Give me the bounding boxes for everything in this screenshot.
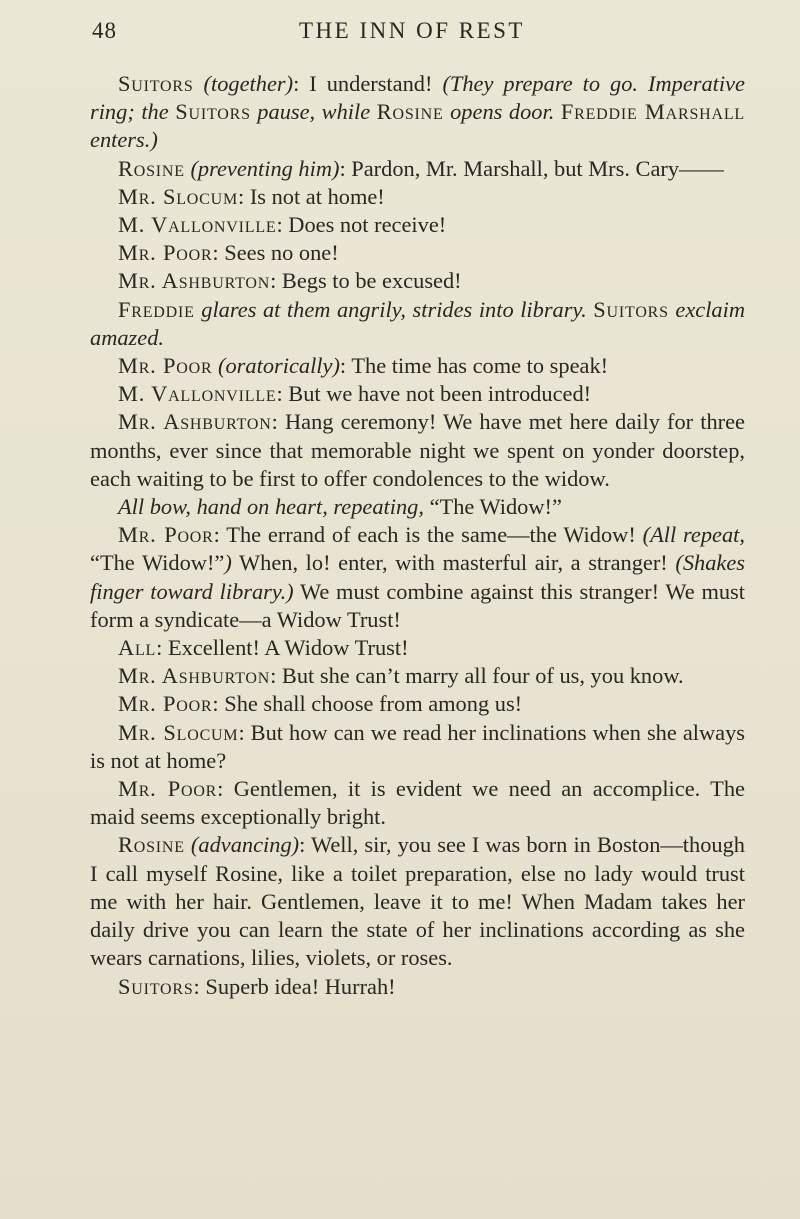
dialogue-text: : Hang ceremony! We have met here daily for three months, ever since that memorable night we spent on yonder doorstep, each waiting to be first to offer condolences to the widow. xyxy=(90,409,745,491)
dialogue-paragraph xyxy=(90,211,745,239)
dialogue-paragraph xyxy=(90,690,745,718)
dialogue-text: : Does not receive! xyxy=(276,212,447,238)
dialogue-paragraph xyxy=(90,775,745,831)
dialogue-text: : Gentlemen, it is evident we need an accomplice. The maid seems exceptionally bright. xyxy=(90,776,745,830)
character-name: Rosine xyxy=(376,99,444,125)
dialogue-text: “The Widow!” xyxy=(429,494,562,520)
dialogue-paragraph xyxy=(90,296,745,352)
dialogue-text: : Sees no one! xyxy=(212,240,339,266)
stage-direction: glares at them angrily, strides into library. xyxy=(194,296,594,322)
running-title: THE INN OF REST xyxy=(299,18,525,43)
dialogue-text: : Excellent! A Widow Trust! xyxy=(156,635,409,661)
stage-direction: (oratorically) xyxy=(218,353,340,379)
dialogue-paragraph xyxy=(90,662,745,690)
speaker-name: All xyxy=(118,635,157,661)
speaker-name: Mr. Ashburton xyxy=(118,663,271,689)
character-name: Suitors xyxy=(593,296,669,322)
speaker-name: Suitors xyxy=(118,973,194,999)
dialogue-paragraph xyxy=(90,155,745,183)
stage-direction: (preventing him) xyxy=(190,155,340,181)
dialogue-text: : The errand of each is the same—the Widow! xyxy=(213,522,643,548)
dialogue-text: : But we have not been introduced! xyxy=(276,381,592,407)
dialogue-text: “The Widow!” xyxy=(90,550,225,576)
dialogue-text: : But she can’t marry all four of us, you know. xyxy=(270,663,684,689)
stage-direction: (They prepare to go. Imperative ring; the xyxy=(90,71,745,125)
dialogue-text: : Pardon, Mr. Marshall, but Mrs. Cary—— xyxy=(339,155,724,181)
dialogue-paragraph xyxy=(90,493,745,521)
stage-direction: (Shakes finger toward library.) xyxy=(90,550,745,604)
stage-direction: (All repeat, xyxy=(642,522,745,548)
dialogue-paragraph xyxy=(90,267,745,295)
dialogue-text: When, lo! enter, with masterful air, a stranger! xyxy=(231,550,676,576)
page-header xyxy=(92,18,732,52)
dialogue-paragraph xyxy=(90,70,745,155)
dialogue-text: : Is not at home! xyxy=(238,183,385,209)
speaker-name: Rosine xyxy=(118,832,185,858)
dialogue-text: : I understand! xyxy=(293,71,443,96)
dialogue-paragraph xyxy=(90,408,745,493)
page-number: 48 xyxy=(92,18,117,43)
speaker-name: Mr. Ashburton xyxy=(118,268,271,294)
dialogue-paragraph xyxy=(90,183,745,211)
character-name: Freddie Marshall xyxy=(560,99,745,125)
dialogue-paragraph xyxy=(90,973,745,1001)
stage-direction: (together) xyxy=(203,71,294,96)
dialogue-text: : Well, sir, you see I was born in Boston—though I call myself Rosine, like a toilet preparation, else no lady would trust me with her hair. Gentlemen, leave it to me! When Madam takes her daily drive you can learn the state of her inclinations according as she wears carnations, lilies, violets, or roses. xyxy=(90,832,745,971)
character-name: Suitors xyxy=(175,99,251,125)
dialogue-paragraph xyxy=(90,380,745,408)
speaker-name: Mr. Ashburton xyxy=(118,409,272,435)
dialogue-paragraph xyxy=(90,831,745,972)
speaker-name: Mr. Poor xyxy=(118,353,213,379)
speaker-name: Suitors xyxy=(118,71,194,96)
stage-direction: exclaim amazed. xyxy=(90,296,746,350)
speaker-name: Mr. Poor xyxy=(118,522,214,548)
dialogue-paragraph xyxy=(90,634,745,662)
speaker-name: Mr. Poor xyxy=(118,240,213,266)
play-text xyxy=(90,70,745,1001)
stage-direction: All bow, hand on heart, repeating, xyxy=(118,494,430,520)
dialogue-paragraph xyxy=(90,719,745,775)
speaker-name: Mr. Poor xyxy=(118,776,218,802)
dialogue-text: : The time has come to speak! xyxy=(339,353,609,379)
speaker-name: M. Vallonville xyxy=(118,381,277,407)
dialogue-text: We must combine against this stranger! We must form a syndicate—a Widow Trust! xyxy=(90,578,745,632)
dialogue-text: : But how can we read her inclinations when she always is not at home? xyxy=(90,719,746,773)
speaker-name: Mr. Slocum xyxy=(118,183,239,209)
speaker-name: Mr. Slocum xyxy=(118,719,239,745)
speaker-name: M. Vallonville xyxy=(118,212,277,238)
stage-direction: ) xyxy=(224,550,232,576)
dialogue-paragraph xyxy=(90,352,745,380)
dialogue-text: : Begs to be excused! xyxy=(270,268,462,294)
dialogue-paragraph xyxy=(90,239,745,267)
stage-direction: enters.) xyxy=(90,127,158,153)
stage-direction: (advancing) xyxy=(190,832,300,858)
stage-direction: opens door. xyxy=(443,99,561,125)
stage-direction: pause, while xyxy=(250,99,377,125)
dialogue-text: : She shall choose from among us! xyxy=(212,691,523,717)
dialogue-paragraph xyxy=(90,521,745,634)
speaker-name: Rosine xyxy=(118,155,185,181)
speaker-name: Mr. Poor xyxy=(118,691,213,717)
speaker-name: Freddie xyxy=(118,296,195,322)
dialogue-text: : Superb idea! Hurrah! xyxy=(193,973,396,999)
